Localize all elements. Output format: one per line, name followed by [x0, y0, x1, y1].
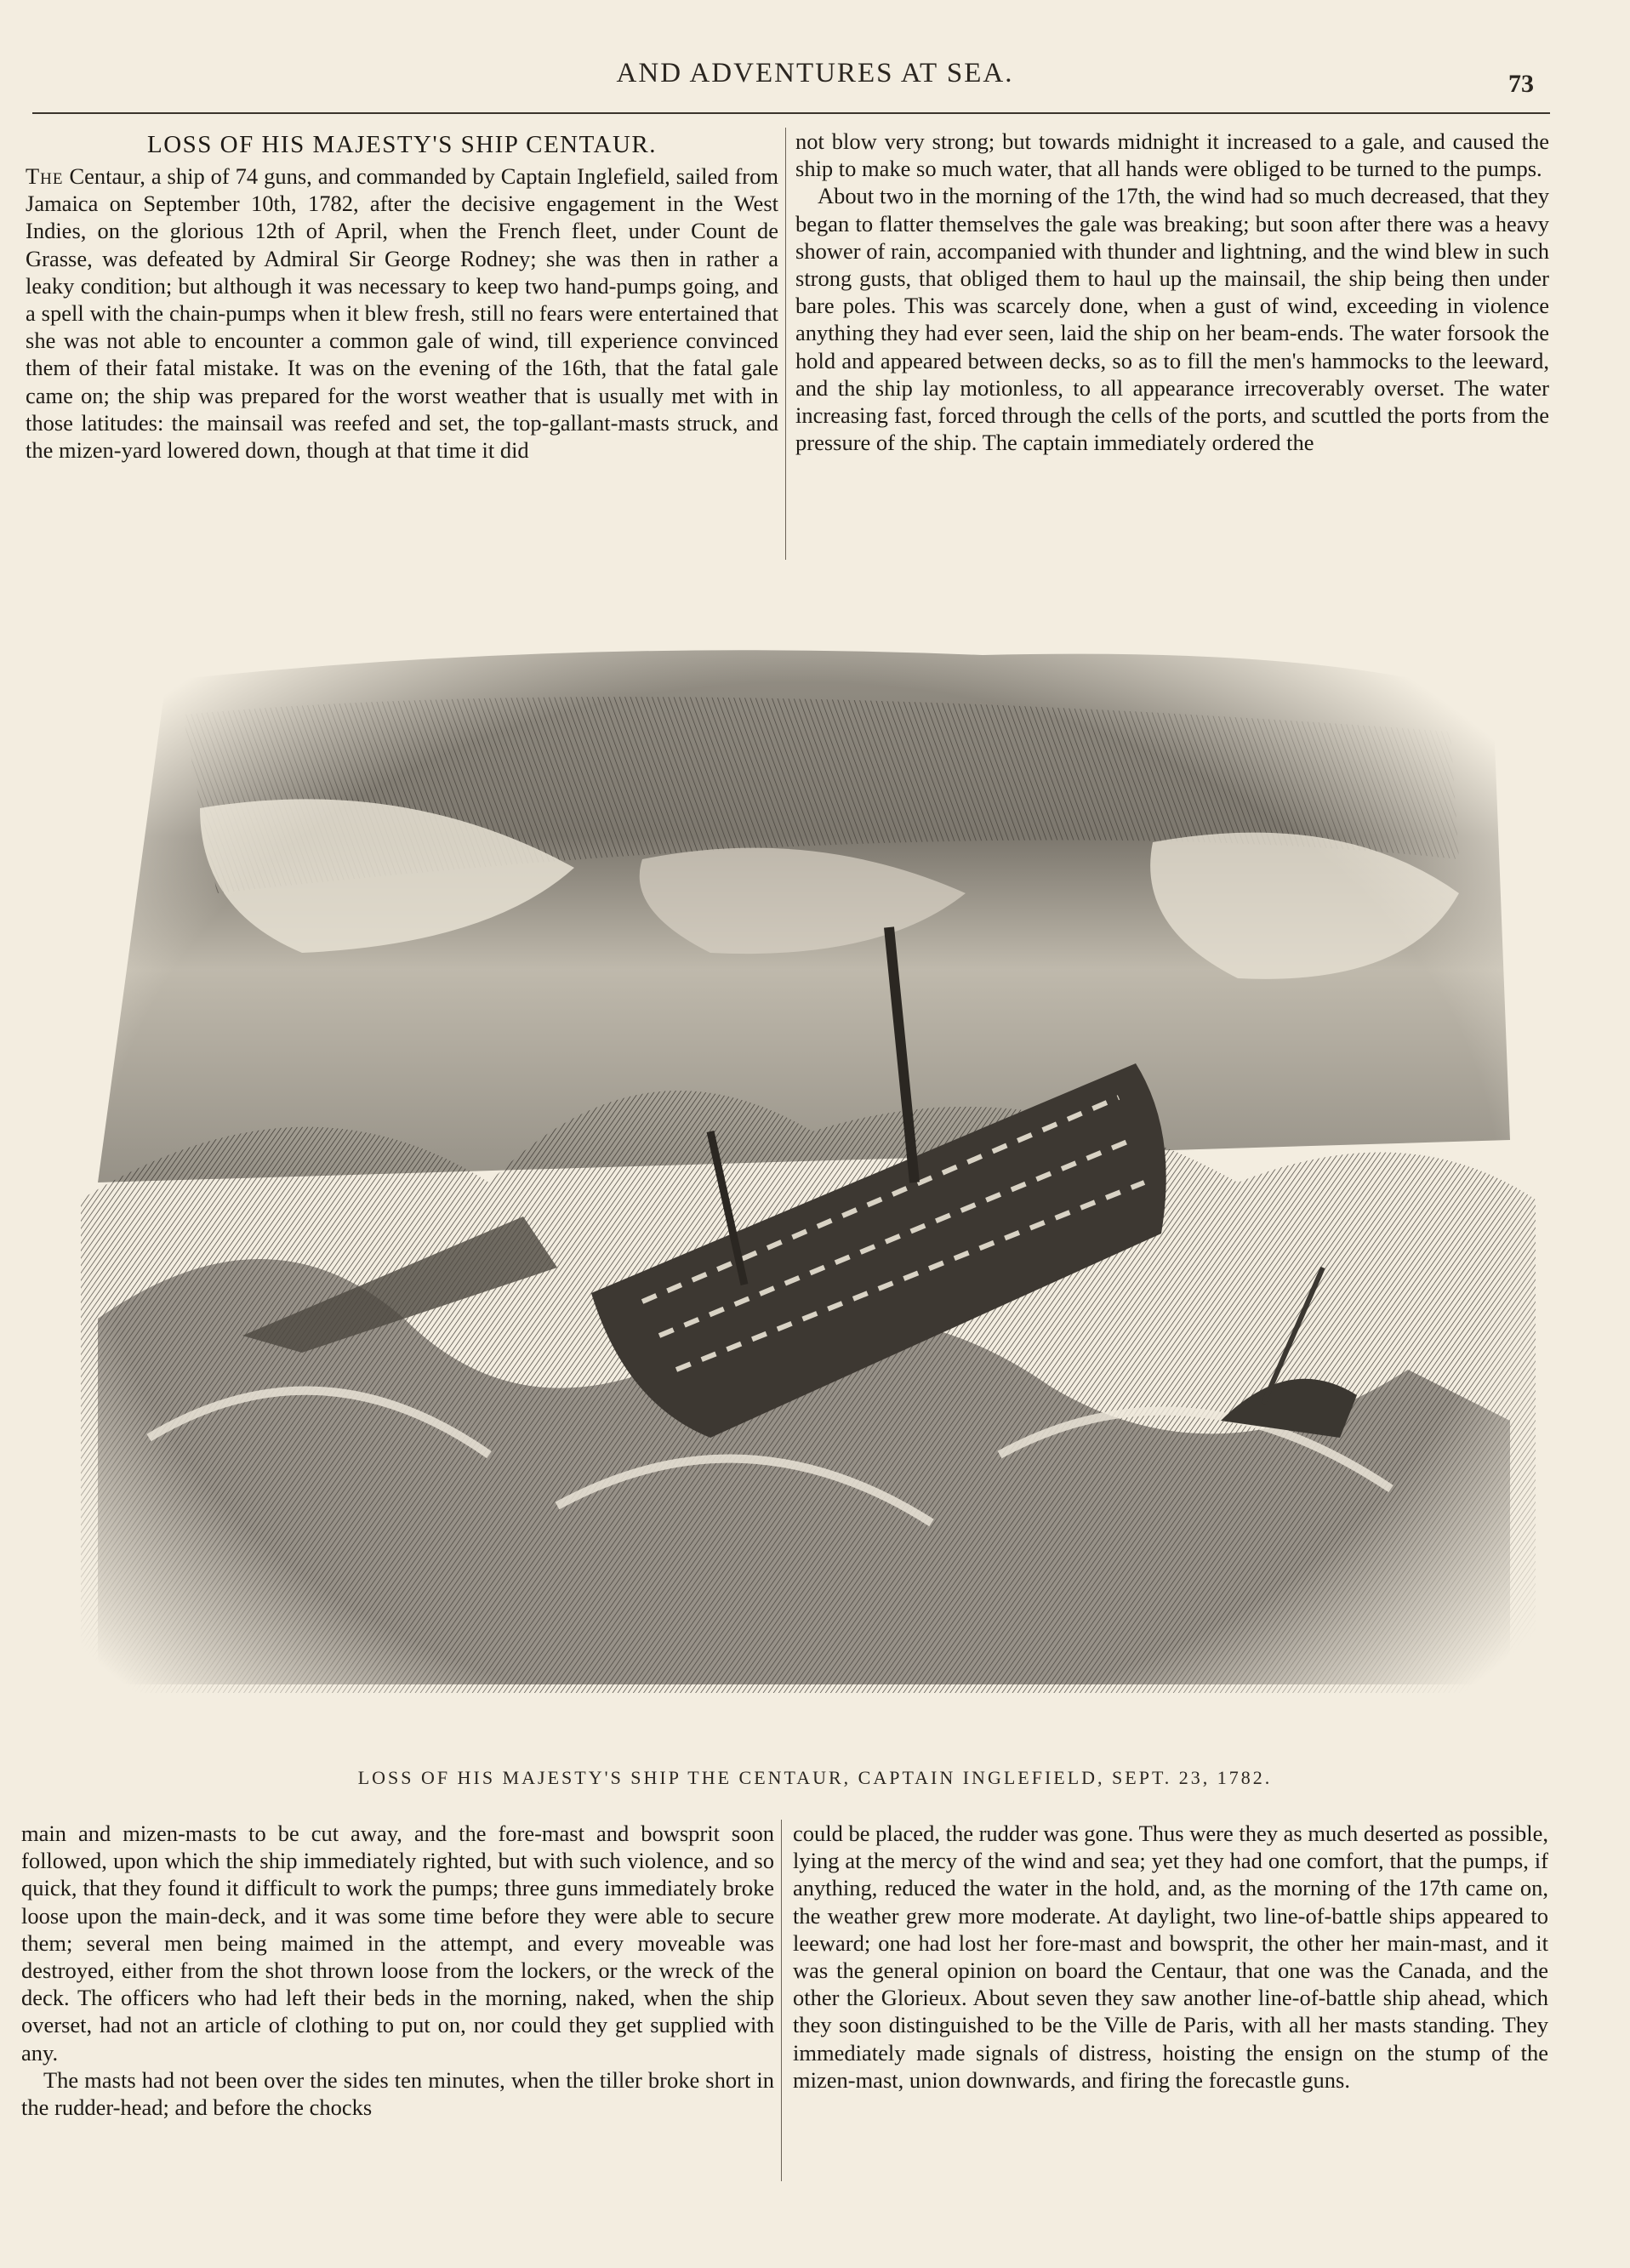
- paragraph: could be placed, the rudder was gone. Thus were they as much deserted as possible, lying at the mercy of the wind and sea; yet they had one comfort, that the pumps, if anything, reduced the water in the hold, and, as the morning of the 17th came on, the weather grew more moderate. At daylight, two line-of-battle ships appeared to leeward; one had lost her fore-mast and bowsprit, the other her main-mast, and it was the general opinion on board the Centaur, that one was the Canada, and the other the Glorieux. About seven they saw another line-of-battle ship ahead, which they soon distinguished to be the Ville de Paris, with all her masts standing. They immediately made signals of distress, hoisting the ensign on the stump of the mizen-mast, union downwards, and firing the forecastle guns.: [793, 1821, 1548, 2093]
- paragraph: [26, 162, 778, 464]
- column-bottom-right: [793, 1820, 1548, 2181]
- paragraph: main and mizen-masts to be cut away, and the fore-mast and bowsprit soon followed, upon which the ship immediately righted, but with such violence, and so quick, that they found it difficult to work the pumps; three guns immediately broke loose upon the main-deck, and it was some time before they were able to secure them; several men being maimed in the attempt, and every moveable was destroyed, either from the shot thrown loose from the lockers, or the wreck of the deck. The officers who had left their beds in the morning, naked, when the ship overset, had not an article of clothing to put on, nor could they get supplied with any.: [21, 1821, 774, 2066]
- column-top-right: [795, 128, 1549, 560]
- lead-word: The: [26, 163, 64, 189]
- column-divider: [785, 128, 786, 560]
- page-number: 73: [1508, 70, 1534, 98]
- paragraph: The masts had not been over the sides ten minutes, when the tiller broke short in the rudder-head; and before the chocks: [21, 2066, 774, 2121]
- article-title: LOSS OF HIS MAJESTY'S SHIP CENTAUR.: [147, 131, 657, 158]
- illustration-caption: LOSS OF HIS MAJESTY'S SHIP THE CENTAUR, CAPTAIN INGLEFIELD, SEPT. 23, 1782.: [357, 1767, 1273, 1788]
- paragraph-text: Centaur, a ship of 74 guns, and commanded by Captain Inglefield, sailed from Jamaica on September 10th, 1782, after the decisive engagement in the West Indies, on the glorious 12th of April, when the French fleet, under Count de Grasse, was defeated by Admiral Sir George Rodney; she was then in rather a leaky condition; but although it was necessary to keep two hand-pumps going, and a spell with the chain-pumps when it blew fresh, still no fears were entertained that she was not able to encounter a common gale of wind, till experience convinced them of their fatal mistake. It was on the evening of the 16th, that the fatal gale came on; the ship was prepared for the worst weather that is usually met with in those latitudes: the mainsail was reefed and set, the top-gallant-masts struck, and the mizen-yard lowered down, though at that time it did: [26, 163, 778, 464]
- running-title: AND ADVENTURES AT SEA.: [616, 58, 1014, 88]
- running-head: [0, 58, 1630, 98]
- shipwreck-engraving: [47, 587, 1553, 1710]
- column-divider: [781, 1820, 782, 2181]
- paragraph: About two in the morning of the 17th, the wind had so much decreased, that they began to flatter themselves the gale was breaking; but soon after there was a heavy shower of rain, accompanied with thunder and lightning, and the wind blew in such strong gusts, that obliged them to haul up the mainsail, the ship being then under bare poles. This was scarcely done, when a gust of wind, exceeding in violence anything they had ever seen, laid the ship on her beam-ends. The water forsook the hold and appeared between decks, so as to fill the men's hammocks to the leeward, and the ship lay motionless, to all appearance irrecoverably overset. The water increasing fast, forced through the cells of the ports, and scuttled the ports from the pressure of the ship. The captain immediately ordered the: [795, 183, 1549, 456]
- header-rule: [32, 112, 1550, 114]
- storm-ship-illustration: [47, 587, 1553, 1710]
- column-bottom-left: [21, 1820, 774, 2181]
- paragraph: not blow very strong; but towards midnight it increased to a gale, and caused the ship to make so much water, that all hands were obliged to be turned to the pumps.: [795, 128, 1549, 182]
- column-top-left: [26, 130, 778, 560]
